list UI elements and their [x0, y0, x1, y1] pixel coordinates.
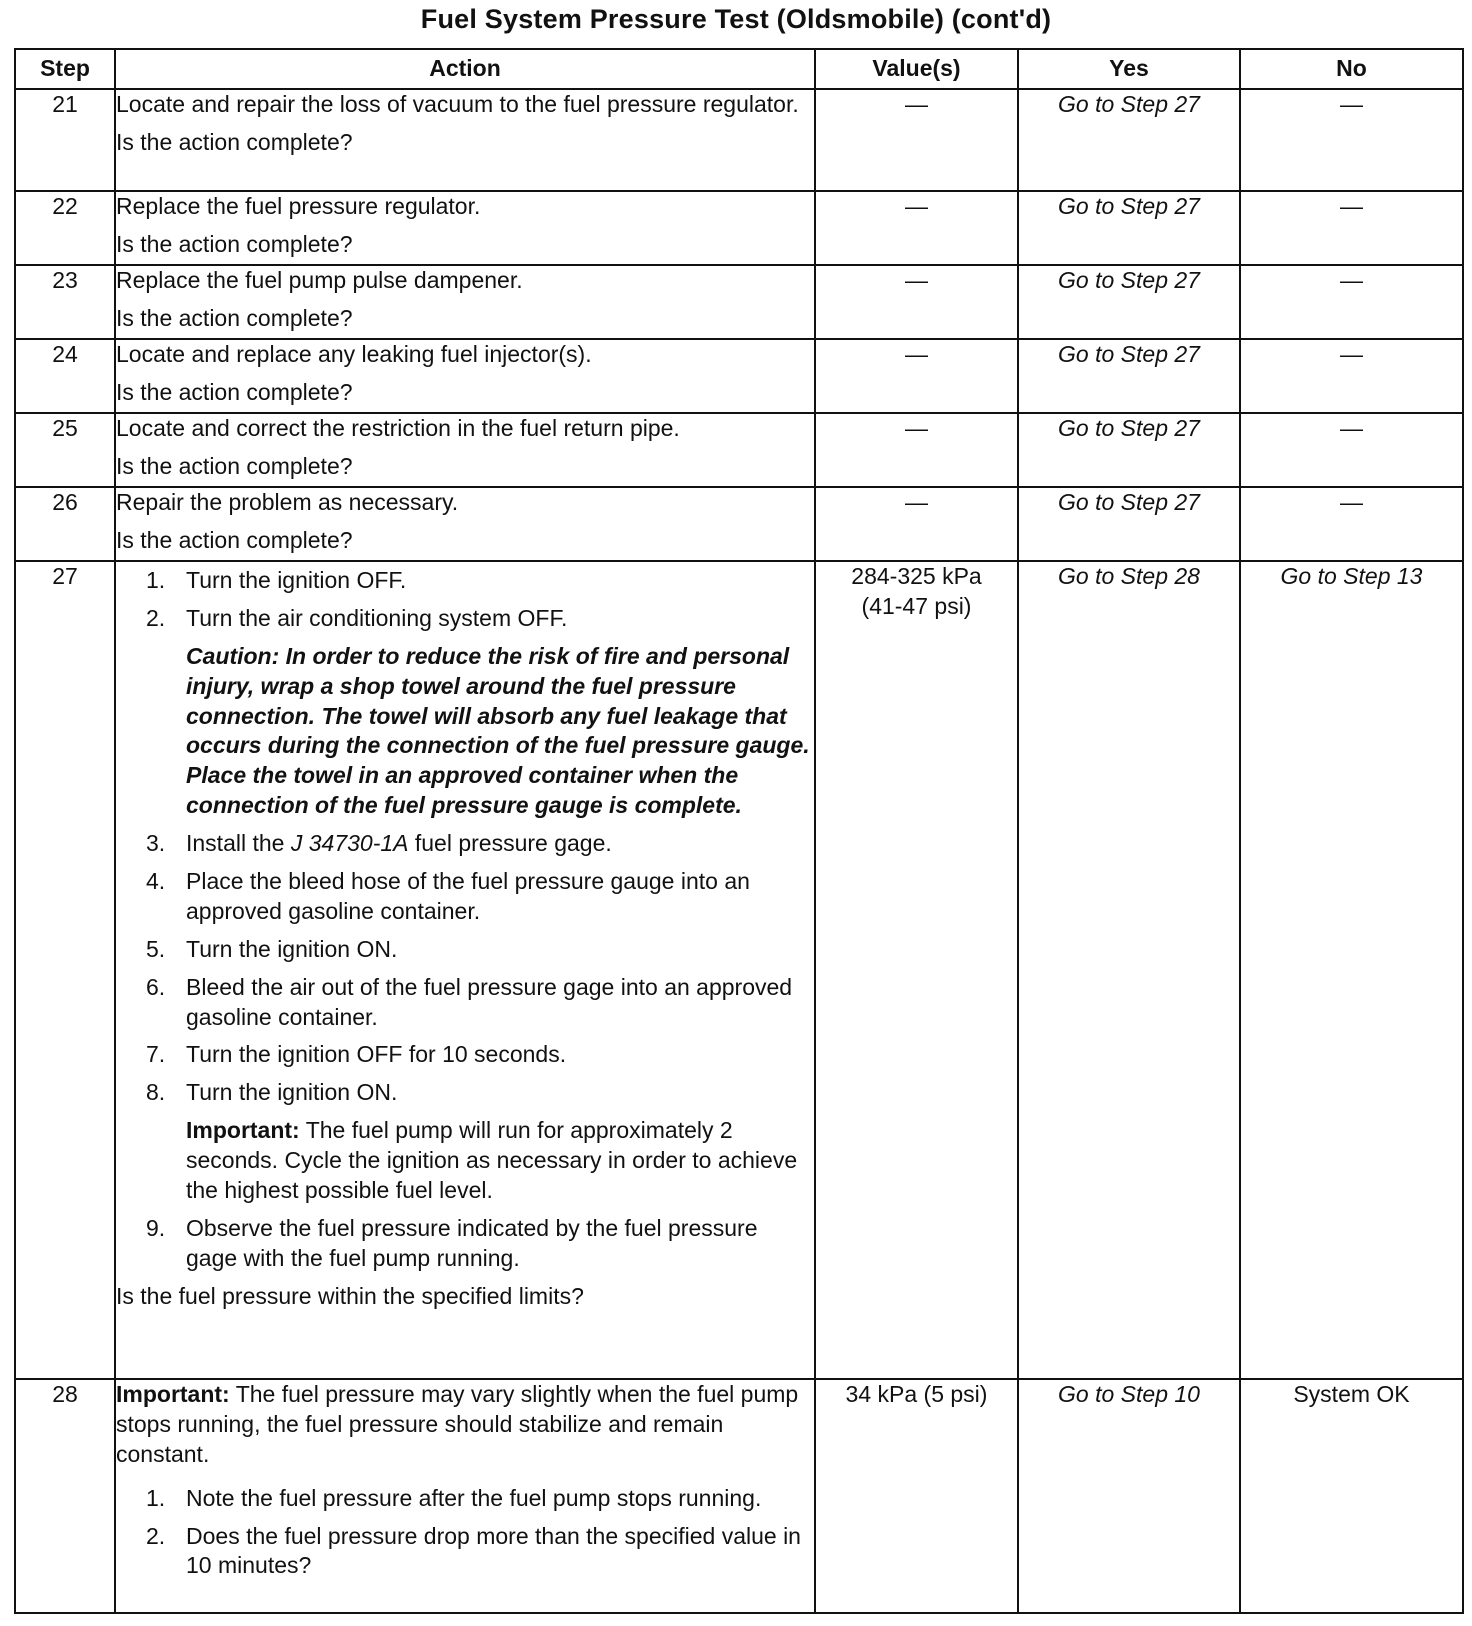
yes-cell: Go to Step 27 — [1018, 339, 1240, 413]
list-item — [116, 973, 814, 1033]
list-item — [116, 1040, 814, 1070]
action-cell — [115, 1379, 815, 1613]
table-row — [15, 89, 1463, 191]
action-cell — [115, 339, 815, 413]
action-question: Is the fuel pressure within the specified limits? — [116, 1282, 584, 1309]
instruction-list — [116, 1214, 814, 1274]
header-row — [15, 49, 1463, 89]
list-item — [116, 829, 814, 859]
list-item — [116, 1078, 814, 1108]
action-text: Repair the problem as necessary. — [116, 489, 459, 515]
action-cell — [115, 265, 815, 339]
yes-cell: Go to Step 27 — [1018, 191, 1240, 265]
important-label: Important: — [116, 1381, 230, 1407]
table-row — [15, 265, 1463, 339]
item-number: 8. — [146, 1079, 166, 1106]
value-cell: — — [815, 339, 1018, 413]
action-cell — [115, 89, 815, 191]
header-yes: Yes — [1018, 49, 1240, 89]
action-text: Replace the fuel pump pulse dampener. — [116, 267, 523, 293]
item-text-post: fuel pressure gage. — [408, 830, 612, 857]
yes-cell: Go to Step 28 — [1018, 561, 1240, 1379]
header-action: Action — [115, 49, 815, 89]
no-cell: — — [1240, 413, 1463, 487]
important-label: Important: — [186, 1117, 300, 1144]
item-text-pre: Install the — [186, 830, 291, 857]
value-cell: — — [815, 89, 1018, 191]
step-number: 27 — [15, 561, 115, 1379]
yes-cell: Go to Step 10 — [1018, 1379, 1240, 1613]
list-item — [116, 1522, 814, 1582]
item-number: 1. — [146, 567, 166, 593]
important-note — [116, 1380, 814, 1470]
table-row-step-28 — [15, 1379, 1463, 1613]
no-cell: — — [1240, 487, 1463, 561]
no-cell: — — [1240, 265, 1463, 339]
value-cell: — — [815, 265, 1018, 339]
diagnostic-table — [14, 48, 1464, 1614]
no-cell: Go to Step 13 — [1240, 561, 1463, 1379]
action-text: Locate and correct the restriction in the fuel return pipe. — [116, 415, 680, 441]
action-question: Is the action complete? — [116, 128, 353, 155]
item-number: 4. — [146, 868, 166, 895]
step-number: 21 — [15, 89, 115, 191]
yes-cell: Go to Step 27 — [1018, 89, 1240, 191]
important-text: The fuel pressure may vary slightly when the fuel pump stops running, the fuel pressure should stabilize and remain constant. — [116, 1381, 799, 1467]
header-step: Step — [15, 49, 115, 89]
header-no: No — [1240, 49, 1463, 89]
value-cell: 34 kPa (5 psi) — [815, 1379, 1018, 1613]
yes-cell: Go to Step 27 — [1018, 487, 1240, 561]
item-text: Turn the ignition OFF for 10 seconds. — [186, 1041, 567, 1068]
step-number: 24 — [15, 339, 115, 413]
list-item — [116, 604, 814, 634]
item-text: Does the fuel pressure drop more than the specified value in 10 minutes? — [186, 1522, 801, 1579]
step-number: 23 — [15, 265, 115, 339]
list-item — [116, 566, 814, 596]
instruction-list — [116, 1484, 814, 1582]
step-number: 22 — [15, 191, 115, 265]
no-cell: — — [1240, 339, 1463, 413]
page-title: Fuel System Pressure Test (Oldsmobile) (cont'd) — [420, 4, 1052, 34]
step-number: 25 — [15, 413, 115, 487]
header-values: Value(s) — [815, 49, 1018, 89]
action-question: Is the action complete? — [116, 304, 353, 331]
list-item — [116, 867, 814, 927]
item-number: 1. — [146, 1484, 166, 1511]
tool-number: J 34730-1A — [290, 830, 409, 857]
item-number: 9. — [146, 1214, 166, 1241]
list-item — [116, 1484, 814, 1514]
list-item — [116, 1214, 814, 1274]
item-text: Observe the fuel pressure indicated by the fuel pressure gage with the fuel pump running. — [186, 1214, 758, 1271]
action-cell — [115, 561, 815, 1379]
value-cell — [815, 561, 1018, 1379]
item-text: Turn the ignition ON. — [186, 935, 398, 962]
action-question: Is the action complete? — [116, 526, 353, 553]
step-number: 26 — [15, 487, 115, 561]
table-row-step-27 — [15, 561, 1463, 1379]
item-number: 6. — [146, 973, 166, 1000]
no-cell: — — [1240, 191, 1463, 265]
item-number: 3. — [146, 830, 166, 857]
action-text: Replace the fuel pressure regulator. — [116, 193, 481, 219]
action-question: Is the action complete? — [116, 230, 353, 257]
caution-note: Caution: In order to reduce the risk of fire and personal injury, wrap a shop towel around the fuel pressure connection. The towel will absorb any fuel leakage that occurs during the connection of the fuel pressure gauge. Place the towel in an approved container when the connection of the fuel pressure gauge is complete. — [186, 642, 810, 819]
value-line: (41-47 psi) — [861, 592, 972, 619]
table-row — [15, 339, 1463, 413]
yes-cell: Go to Step 27 — [1018, 265, 1240, 339]
item-number: 5. — [146, 935, 166, 962]
instruction-list — [116, 829, 814, 1108]
step-number: 28 — [15, 1379, 115, 1613]
item-text: Turn the air conditioning system OFF. — [186, 604, 568, 631]
value-cell: — — [815, 413, 1018, 487]
no-cell: — — [1240, 89, 1463, 191]
item-number: 7. — [146, 1041, 166, 1068]
item-number: 2. — [146, 1522, 166, 1549]
table-row — [15, 413, 1463, 487]
action-text: Locate and repair the loss of vacuum to the fuel pressure regulator. — [116, 91, 799, 117]
important-text: The fuel pump will run for approximately 2 seconds. Cycle the ignition as necessary in order to achieve the highest possible fuel level. — [186, 1117, 798, 1204]
important-note — [116, 1116, 814, 1206]
item-text: Turn the ignition OFF. — [186, 567, 407, 593]
item-text: Bleed the air out of the fuel pressure gage into an approved gasoline container. — [186, 973, 793, 1030]
item-text: Place the bleed hose of the fuel pressure gauge into an approved gasoline container. — [186, 868, 750, 924]
list-item — [116, 935, 814, 965]
action-question: Is the action complete? — [116, 452, 353, 479]
action-cell — [115, 413, 815, 487]
item-number: 2. — [146, 604, 166, 631]
action-question: Is the action complete? — [116, 378, 353, 405]
value-cell: — — [815, 487, 1018, 561]
item-text: Note the fuel pressure after the fuel pump stops running. — [186, 1484, 762, 1511]
yes-cell: Go to Step 27 — [1018, 413, 1240, 487]
table-row — [15, 191, 1463, 265]
no-cell: System OK — [1240, 1379, 1463, 1613]
action-cell — [115, 487, 815, 561]
value-line: 284-325 kPa — [851, 563, 982, 589]
item-text: Turn the ignition ON. — [186, 1079, 398, 1106]
table-row — [15, 487, 1463, 561]
value-cell: — — [815, 191, 1018, 265]
action-cell — [115, 191, 815, 265]
instruction-list — [116, 566, 814, 634]
action-text: Locate and replace any leaking fuel injector(s). — [116, 341, 592, 367]
